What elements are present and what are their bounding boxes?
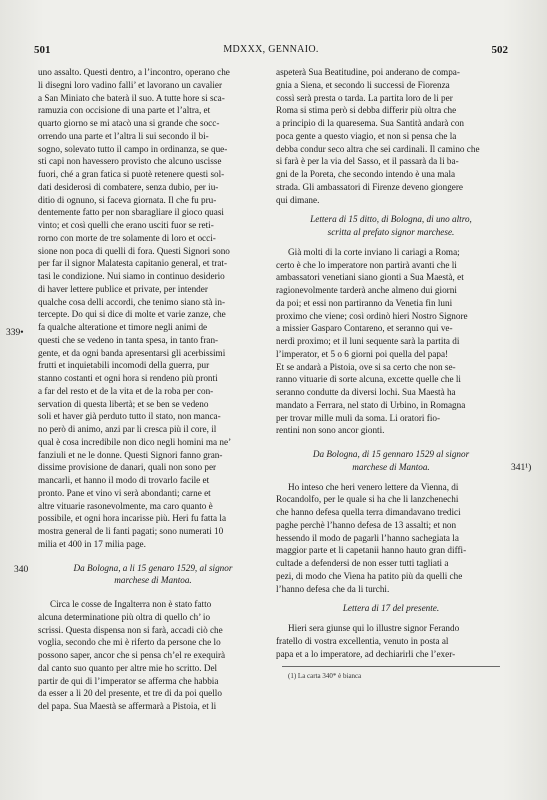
- text-line: fanziuli et ne le donne. Questi Signori fanno gran-: [38, 449, 223, 460]
- text-line: papa et a lo imperatore, ad dechiarirli che l’exer-: [276, 648, 456, 659]
- text-line: ramuzia con occisione di una parte et l’altra, et: [38, 105, 211, 116]
- text-line: ranno vituarie di sorte alcuna, excette quelle che li: [276, 374, 461, 385]
- text-line: sione non poca di quelli di fora. Questi Signori sono: [38, 245, 230, 256]
- left-paragraph-2: [38, 598, 268, 713]
- text-line: Circa le cosse de Ingalterra non è stato fatto: [50, 599, 212, 609]
- text-line: scrissi. Questa dispensa non si farà, accadi ciò che: [38, 624, 223, 635]
- text-line: a San Miniato che baterà il suo. A tutte hore si sca-: [38, 92, 225, 103]
- text-line: possono saper, ancor che si pensa ch’el re exequirà: [38, 650, 226, 660]
- text-line: qui dimane.: [276, 194, 320, 205]
- right-paragraph-4: [276, 622, 506, 660]
- text-line: a principio di la quaresema. Sua Santità andarà con: [276, 118, 465, 128]
- text-line: dati desiderosi di combatere, senza dubio, per iu-: [38, 181, 219, 192]
- text-line: rorno con morte de tre solamente di loro et occi-: [38, 232, 216, 243]
- running-header: [34, 44, 508, 60]
- text-line: aspeterà Sua Beatitudine, poi anderano de compa-: [276, 67, 460, 77]
- text-line: ragionevolmente tarderà anche almeno dui giorni: [276, 285, 457, 295]
- text-line: tasi le condizione. Nui siamo in continuo desiderio: [38, 271, 225, 281]
- letter-heading: [276, 213, 506, 239]
- heading-line: marchese di Mantoa.: [352, 461, 430, 472]
- text-line: Hieri sera giunse qui lo illustre signor Ferando: [288, 623, 460, 633]
- letter-heading: [276, 448, 506, 474]
- text-line: l’imperator, et 5 o 6 giorni poi quella del papa!: [276, 348, 449, 359]
- text-line: quarto giorno se mi atacò una si grande che socc-: [38, 118, 220, 128]
- running-title: MDXXX, GENNAIO.: [223, 44, 319, 55]
- text-line: servation di questa libertà; et se ben se vedeno: [38, 398, 209, 409]
- text-line: pronto. Pane et vino vi serà abondanti; carne et: [38, 487, 211, 498]
- text-line: cultade a defendersi de non esser tutti tagliati a: [276, 558, 449, 568]
- text-line: strada. Gli ambassatori di Firenze deveno giongere: [276, 181, 464, 192]
- text-line: fratello di vostra excellentia, venuto in posta al: [276, 635, 449, 646]
- text-line: Roma si stima però si debba differir più oltra che: [276, 105, 457, 116]
- text-line: gni de la Poreta, che secondo intendo è una mala: [276, 169, 456, 179]
- text-line: seranno condutte da diversi lochi. Sua Maestà ha: [276, 387, 456, 397]
- text-line: certo è che lo imperatore non partirà avanti che li: [276, 259, 457, 270]
- text-line: proximo che viene; così ordinò hieri Nostro Signore: [276, 310, 468, 321]
- text-line: frutti et inquietabili incomodi della guerra, pur: [38, 360, 210, 371]
- text-line: Rocandolfo, per le quale si ha che li lanzchenechi: [276, 494, 459, 505]
- text-line: mostra general de li fanti pagati; sono numerati 10: [38, 526, 224, 536]
- text-line: Ho inteso che heri venero lettere da Vienna, di: [288, 481, 459, 492]
- text-line: uno assalto. Questi dentro, a l’incontro, operano che: [38, 67, 230, 77]
- text-line: per trovar mille muli da soma. Li oratori fio-: [276, 412, 441, 423]
- letter-heading: [38, 562, 268, 588]
- text-line: debba condur seco altra che sei cardinali. Il camino che: [276, 143, 480, 154]
- margin-number-341: 341¹): [511, 463, 532, 473]
- text-line: l’hanno defesa che da li turchi.: [276, 583, 390, 594]
- margin-number-340: 340: [14, 565, 29, 575]
- text-line: del papa. Sua Maestà se affermarà a Pistoia, et li: [38, 701, 217, 711]
- text-line: dissime provisione de danari, quali non sono per: [38, 462, 217, 473]
- text-line: da esser a li 20 del presente, et tre di da poi quello: [38, 688, 222, 699]
- text-line: nerdì proximo; et il luni sequente sarà la partita di: [276, 336, 460, 346]
- text-line: sti capi non havessero provisto che alcuno uscisse: [38, 156, 222, 167]
- text-line: pezi, di modo che Viena ha patito più da quelli che: [276, 570, 463, 581]
- text-line: gente, et da ogni banda apresentarsi gli acerbissimi: [38, 347, 226, 358]
- text-line: mandato a Ferrara, nel stato di Urbino, in Romagna: [276, 399, 466, 410]
- text-line: ambassatori venetiani siano gionti a Sua Maestà, et: [276, 272, 464, 283]
- margin-number-339: 339•: [6, 328, 24, 338]
- heading-line: scritta al prefato signor marchese.: [327, 227, 455, 237]
- text-line: hessendo il modo de pagarli l’hanno sachegiata la: [276, 532, 459, 543]
- heading-line: Da Bologna, di 15 gennaro 1529 al signor: [312, 449, 470, 459]
- text-line: poca gente a questo viagio, et non si pensa che la: [276, 130, 457, 141]
- text-line: tercepte. Do qui si dice di molte et varie zanze, che: [38, 309, 226, 320]
- page-number-right: 502: [491, 44, 508, 56]
- heading-line: marchese di Mantoa.: [114, 575, 192, 586]
- text-line: sogno, solevato tutto il campo in ordinanza, se que-: [38, 143, 228, 154]
- text-line: ditio di ognuno, si faceva giornata. Il che fu pru-: [38, 194, 217, 205]
- text-line: dal canto suo quanto per altre mie ho scritto. Del: [38, 662, 218, 673]
- text-line: da poi; et essi non partiranno da Venetia fin luni: [276, 297, 453, 308]
- text-line: per far il signor Malatesta capitanio general, et trat-: [38, 258, 228, 269]
- text-line: a far del resto et de la vita et de la roba per con-: [38, 385, 214, 396]
- text-line: di haver lettere publice et private, per intender: [38, 283, 208, 294]
- text-line: maggior parte et li capetanii hanno hauto gran diffi-: [276, 545, 467, 556]
- text-line: si farà è per la via del Sasso, et il passarà da li ba-: [276, 156, 459, 167]
- text-line: paghe perchè l’hanno defesa de 13 assalti; et non: [276, 519, 457, 530]
- footnote: (1) La carta 340* è bianca: [288, 672, 362, 681]
- text-line: dentemente fatto per non sbaragliare il gioco quasi: [38, 207, 224, 218]
- text-line: altre vituarie rasonevolmente, ma caro quanto è: [38, 500, 213, 511]
- text-line: qualche cosa delli accordi, che tenimo siano stà in-: [38, 296, 225, 307]
- text-line: Et se andarà a Pistoia, ove si sa certo che non se-: [276, 361, 456, 372]
- text-line: vinto; et così quelli che erano usciti fuor se reti-: [38, 220, 214, 230]
- text-line: no però di animo, anzi par li cresca più il core, il: [38, 424, 217, 434]
- text-line: li disegni loro vadino falli’ et lavorano un cavalier: [38, 79, 223, 90]
- text-line: alcuna determinatione più oltra di quello ch’ io: [38, 611, 211, 622]
- text-line: fa qualche alteratione et timore negli animi de: [38, 322, 208, 332]
- right-paragraph-2: [276, 246, 506, 437]
- text-line: soli et haver già perduto tutto il stato, non manca-: [38, 411, 221, 422]
- letter-heading: Lettera di 17 del presente.: [342, 603, 440, 614]
- text-line: voglia, secondo che mi è riferto da persone che lo: [38, 637, 221, 648]
- text-line: che hanno defesa quella terra dimandavano tredici: [276, 507, 461, 517]
- text-line: questi che se vedeno in tanta spesa, in tanto fran-: [38, 334, 219, 345]
- text-line: orrendo una parte et l’altra li sui secondo il bi-: [38, 130, 209, 141]
- text-line: rentini non sono ancor gionti.: [276, 425, 385, 436]
- footnote-rule: [282, 666, 500, 667]
- text-line: a missier Gasparo Contareno, et seranno qui ve-: [276, 323, 453, 334]
- text-line: partir de qui di l’imperator se afferma che habbia: [38, 675, 219, 686]
- text-line: gnia a Siena, et secondo li successi de Fiorenza: [276, 79, 450, 90]
- left-paragraph-1: [38, 66, 268, 551]
- text-line: Già molti di la corte inviano li cariagi a Roma;: [288, 246, 460, 257]
- heading-line: Lettera di 15 ditto, di Bologna, di uno altro,: [310, 214, 472, 225]
- text-line: fuori, ché a gran fatica si puotè retenere questi sol-: [38, 169, 225, 179]
- right-paragraph-3: [276, 481, 506, 596]
- right-column: [276, 66, 506, 681]
- page-number-left: 501: [34, 44, 51, 56]
- text-line: qual è cosa incredibile non dico negli homini ma ne’: [38, 436, 232, 447]
- text-line: stanno costanti et ogni hora si rendeno più pronti: [38, 373, 218, 383]
- text-line: milia et 400 in 17 milia page.: [38, 538, 146, 549]
- heading-line: Da Bologna, a li 15 genaro 1529, al signor: [73, 562, 233, 573]
- text-line: mancarli, et hanno il modo di trovarlo facile et: [38, 475, 210, 485]
- right-paragraph-1: [276, 66, 506, 206]
- text-line: cossì serà presta o tarda. La partita loro de li per: [276, 92, 453, 103]
- left-column: [38, 66, 268, 713]
- text-line: possibile, et ogni hora incarisse più. Heri fu fatta la: [38, 513, 227, 524]
